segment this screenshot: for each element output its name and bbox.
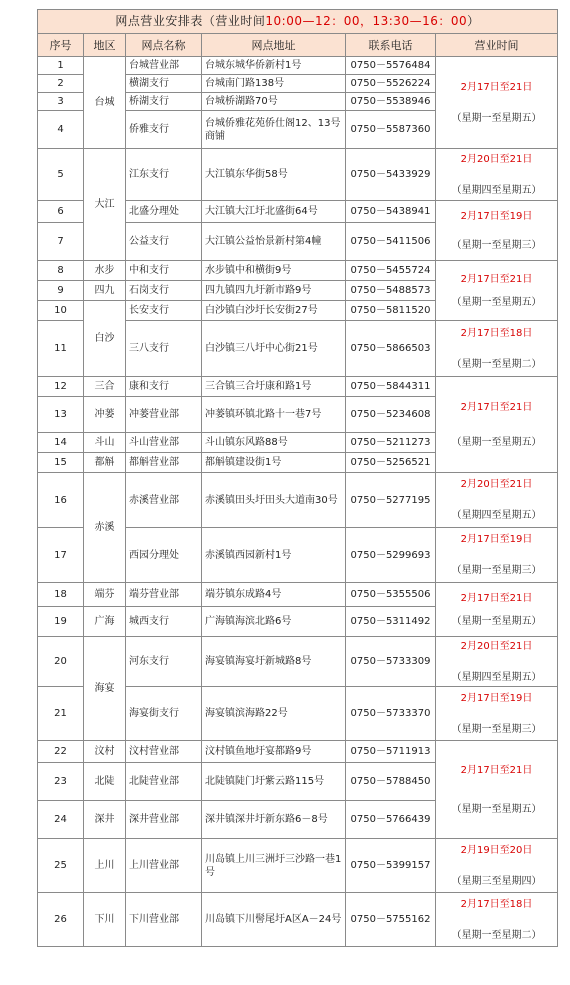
row-no: 18 bbox=[38, 583, 84, 607]
region-cell: 大江 bbox=[84, 149, 126, 261]
table-row bbox=[38, 637, 558, 687]
table-row bbox=[38, 741, 558, 763]
branch-phone: 0750－5355506 bbox=[346, 583, 436, 607]
header-hours: 营业时间 bbox=[436, 34, 558, 57]
hours-cell bbox=[436, 149, 558, 201]
row-no: 14 bbox=[38, 433, 84, 453]
row-no: 9 bbox=[38, 281, 84, 301]
hours-cell bbox=[436, 839, 558, 893]
hours-dates: 2月20日至21日 bbox=[460, 153, 533, 165]
hours-dates: 2月17日至21日 bbox=[460, 401, 533, 413]
branch-name: 城西支行 bbox=[126, 607, 202, 637]
branch-name: 上川营业部 bbox=[126, 839, 202, 893]
row-no: 21 bbox=[38, 687, 84, 741]
branch-address: 川岛镇下川髻尾圩A区A－24号 bbox=[202, 893, 346, 947]
table-row bbox=[38, 149, 558, 201]
branch-name: 中和支行 bbox=[126, 261, 202, 281]
branch-address: 白沙镇三八圩中心街21号 bbox=[202, 321, 346, 377]
branch-phone: 0750－5788450 bbox=[346, 763, 436, 801]
branch-name: 冲蒌营业部 bbox=[126, 397, 202, 433]
table-row bbox=[38, 473, 558, 528]
branch-phone: 0750－5211273 bbox=[346, 433, 436, 453]
region-cell: 白沙 bbox=[84, 301, 126, 377]
region-cell: 海宴 bbox=[84, 637, 126, 741]
branch-address: 水步镇中和横街9号 bbox=[202, 261, 346, 281]
hours-cell bbox=[436, 687, 558, 741]
hours-cell bbox=[436, 741, 558, 839]
branch-phone: 0750－5526224 bbox=[346, 75, 436, 93]
branch-name: 江东支行 bbox=[126, 149, 202, 201]
row-no: 25 bbox=[38, 839, 84, 893]
row-no: 10 bbox=[38, 301, 84, 321]
hours-dates: 2月17日至21日 bbox=[460, 764, 533, 776]
branch-address: 川岛镇上川三洲圩三沙路一巷1号 bbox=[202, 839, 346, 893]
region-cell: 下川 bbox=[84, 893, 126, 947]
branch-name: 斗山营业部 bbox=[126, 433, 202, 453]
branch-address: 赤溪镇田头圩田头大道南30号 bbox=[202, 473, 346, 528]
hours-cell bbox=[436, 261, 558, 321]
hours-weekdays: （星期一至星期五） bbox=[451, 803, 542, 815]
row-no: 3 bbox=[38, 93, 84, 111]
branch-address: 海宴镇海宴圩新城路8号 bbox=[202, 637, 346, 687]
row-no: 15 bbox=[38, 453, 84, 473]
region-cell: 上川 bbox=[84, 839, 126, 893]
branch-address: 台城东城华侨新村1号 bbox=[202, 57, 346, 75]
region-cell: 台城 bbox=[84, 57, 126, 149]
row-no: 24 bbox=[38, 801, 84, 839]
branch-phone: 0750－5299693 bbox=[346, 528, 436, 583]
row-no: 6 bbox=[38, 201, 84, 223]
table-title bbox=[38, 10, 558, 34]
row-no: 12 bbox=[38, 377, 84, 397]
row-no: 20 bbox=[38, 637, 84, 687]
schedule-sheet bbox=[37, 9, 557, 947]
header-no: 序号 bbox=[38, 34, 84, 57]
hours-dates: 2月17日至19日 bbox=[460, 692, 533, 704]
row-no: 26 bbox=[38, 893, 84, 947]
branch-phone: 0750－5733309 bbox=[346, 637, 436, 687]
hours-cell bbox=[436, 473, 558, 528]
branch-phone: 0750－5455724 bbox=[346, 261, 436, 281]
region-cell: 端芬 bbox=[84, 583, 126, 607]
table-row bbox=[38, 583, 558, 607]
hours-weekdays: （星期一至星期五） bbox=[451, 436, 542, 448]
branch-address: 汶村镇鱼地圩宴都路9号 bbox=[202, 741, 346, 763]
branch-address: 赤溪镇西园新村1号 bbox=[202, 528, 346, 583]
row-no: 1 bbox=[38, 57, 84, 75]
branch-phone: 0750－5488573 bbox=[346, 281, 436, 301]
branch-phone: 0750－5811520 bbox=[346, 301, 436, 321]
branch-name: 桥湖支行 bbox=[126, 93, 202, 111]
row-no: 23 bbox=[38, 763, 84, 801]
row-no: 2 bbox=[38, 75, 84, 93]
hours-weekdays: （星期四至星期五） bbox=[451, 510, 542, 521]
branch-name: 横湖支行 bbox=[126, 75, 202, 93]
branch-address: 冲蒌镇环镇北路十一巷7号 bbox=[202, 397, 346, 433]
branch-phone: 0750－5711913 bbox=[346, 741, 436, 763]
branch-phone: 0750－5866503 bbox=[346, 321, 436, 377]
branch-phone: 0750－5755162 bbox=[346, 893, 436, 947]
branch-name: 西园分理处 bbox=[126, 528, 202, 583]
branch-name: 河东支行 bbox=[126, 637, 202, 687]
table-row bbox=[38, 261, 558, 281]
table-row bbox=[38, 893, 558, 947]
branch-schedule-table bbox=[37, 9, 558, 947]
branch-name: 端芬营业部 bbox=[126, 583, 202, 607]
title-time: 10:00—12：00，13:30—16：00 bbox=[265, 14, 468, 28]
hours-weekdays: （星期一至星期五） bbox=[451, 615, 542, 627]
branch-name: 下川营业部 bbox=[126, 893, 202, 947]
row-no: 11 bbox=[38, 321, 84, 377]
row-no: 17 bbox=[38, 528, 84, 583]
hours-weekdays: （星期一至星期三） bbox=[451, 723, 542, 735]
branch-address: 北陡镇陡门圩紫云路115号 bbox=[202, 763, 346, 801]
region-cell: 广海 bbox=[84, 607, 126, 637]
hours-dates: 2月17日至19日 bbox=[460, 210, 533, 222]
hours-weekdays: （星期四至星期五） bbox=[451, 671, 542, 683]
row-no: 5 bbox=[38, 149, 84, 201]
branch-name: 康和支行 bbox=[126, 377, 202, 397]
branch-address: 台城侨雅花苑侨仕阁12、13号商铺 bbox=[202, 111, 346, 149]
branch-name: 侨雅支行 bbox=[126, 111, 202, 149]
branch-name: 公益支行 bbox=[126, 223, 202, 261]
region-cell: 赤溪 bbox=[84, 473, 126, 583]
row-no: 7 bbox=[38, 223, 84, 261]
hours-weekdays: （星期一至星期二） bbox=[451, 358, 542, 370]
branch-phone: 0750－5576484 bbox=[346, 57, 436, 75]
hours-dates: 2月20日至21日 bbox=[460, 640, 533, 652]
hours-dates: 2月20日至21日 bbox=[460, 479, 533, 490]
branch-address: 大江镇大江圩北盛街64号 bbox=[202, 201, 346, 223]
hours-dates: 2月17日至18日 bbox=[460, 327, 533, 339]
region-cell: 北陡 bbox=[84, 763, 126, 801]
branch-address: 台城南门路138号 bbox=[202, 75, 346, 93]
branch-address: 大江镇公益怡景新村第4幢 bbox=[202, 223, 346, 261]
hours-dates: 2月19日至20日 bbox=[460, 844, 533, 856]
table-row bbox=[38, 377, 558, 397]
region-cell: 冲蒌 bbox=[84, 397, 126, 433]
branch-name: 长安支行 bbox=[126, 301, 202, 321]
branch-name: 赤溪营业部 bbox=[126, 473, 202, 528]
header-row bbox=[38, 34, 558, 57]
hours-weekdays: （星期一至星期五） bbox=[451, 296, 542, 308]
table-row bbox=[38, 839, 558, 893]
hours-cell bbox=[436, 583, 558, 637]
region-cell: 都斛 bbox=[84, 453, 126, 473]
title-prefix: 网点营业安排表（营业时间 bbox=[115, 14, 266, 28]
row-no: 22 bbox=[38, 741, 84, 763]
hours-dates: 2月17日至18日 bbox=[460, 898, 533, 910]
hours-weekdays: （星期一至星期二） bbox=[451, 929, 542, 941]
branch-address: 三合镇三合圩康和路1号 bbox=[202, 377, 346, 397]
branch-name: 汶村营业部 bbox=[126, 741, 202, 763]
branch-address: 大江镇东华街58号 bbox=[202, 149, 346, 201]
region-cell: 深井 bbox=[84, 801, 126, 839]
branch-phone: 0750－5438941 bbox=[346, 201, 436, 223]
hours-weekdays: （星期一至星期三） bbox=[451, 565, 542, 576]
region-cell: 斗山 bbox=[84, 433, 126, 453]
hours-dates: 2月17日至21日 bbox=[460, 592, 533, 604]
branch-phone: 0750－5311492 bbox=[346, 607, 436, 637]
region-cell: 水步 bbox=[84, 261, 126, 281]
branch-phone: 0750－5733370 bbox=[346, 687, 436, 741]
row-no: 4 bbox=[38, 111, 84, 149]
region-cell: 三合 bbox=[84, 377, 126, 397]
branch-phone: 0750－5844311 bbox=[346, 377, 436, 397]
row-no: 16 bbox=[38, 473, 84, 528]
branch-name: 海宴街支行 bbox=[126, 687, 202, 741]
hours-cell bbox=[436, 321, 558, 377]
branch-address: 深井镇深井圩新东路6－8号 bbox=[202, 801, 346, 839]
hours-dates: 2月17日至21日 bbox=[460, 81, 533, 93]
hours-weekdays: （星期一至星期五） bbox=[451, 112, 542, 124]
row-no: 8 bbox=[38, 261, 84, 281]
hours-cell bbox=[436, 377, 558, 473]
branch-name: 台城营业部 bbox=[126, 57, 202, 75]
branch-name: 都斛营业部 bbox=[126, 453, 202, 473]
branch-phone: 0750－5766439 bbox=[346, 801, 436, 839]
title-suffix: ） bbox=[467, 14, 480, 28]
branch-name: 北盛分理处 bbox=[126, 201, 202, 223]
table-row bbox=[38, 57, 558, 75]
region-cell: 四九 bbox=[84, 281, 126, 301]
branch-address: 端芬镇东成路4号 bbox=[202, 583, 346, 607]
branch-phone: 0750－5256521 bbox=[346, 453, 436, 473]
hours-dates: 2月17日至21日 bbox=[460, 273, 533, 285]
hours-dates: 2月17日至19日 bbox=[460, 534, 533, 545]
header-address: 网点地址 bbox=[202, 34, 346, 57]
branch-name: 三八支行 bbox=[126, 321, 202, 377]
hours-cell bbox=[436, 637, 558, 687]
branch-address: 海宴镇滨海路22号 bbox=[202, 687, 346, 741]
branch-address: 白沙镇白沙圩长安街27号 bbox=[202, 301, 346, 321]
hours-cell bbox=[436, 57, 558, 149]
branch-address: 台城桥湖路70号 bbox=[202, 93, 346, 111]
hours-weekdays: （星期四至星期五） bbox=[451, 184, 542, 196]
row-no: 19 bbox=[38, 607, 84, 637]
hours-cell bbox=[436, 201, 558, 261]
branch-phone: 0750－5277195 bbox=[346, 473, 436, 528]
hours-weekdays: （星期一至星期三） bbox=[451, 239, 542, 251]
branch-address: 四九镇四九圩新市路9号 bbox=[202, 281, 346, 301]
region-cell: 汶村 bbox=[84, 741, 126, 763]
branch-phone: 0750－5587360 bbox=[346, 111, 436, 149]
header-region: 地区 bbox=[84, 34, 126, 57]
branch-address: 斗山镇东风路88号 bbox=[202, 433, 346, 453]
header-phone: 联系电话 bbox=[346, 34, 436, 57]
branch-address: 都斛镇建设街1号 bbox=[202, 453, 346, 473]
hours-cell bbox=[436, 893, 558, 947]
hours-weekdays: （星期三至星期四） bbox=[451, 875, 542, 887]
row-no: 13 bbox=[38, 397, 84, 433]
branch-name: 北陡营业部 bbox=[126, 763, 202, 801]
branch-phone: 0750－5433929 bbox=[346, 149, 436, 201]
branch-phone: 0750－5411506 bbox=[346, 223, 436, 261]
branch-name: 深井营业部 bbox=[126, 801, 202, 839]
hours-cell bbox=[436, 528, 558, 583]
branch-name: 石岗支行 bbox=[126, 281, 202, 301]
branch-phone: 0750－5234608 bbox=[346, 397, 436, 433]
branch-address: 广海镇海滨北路6号 bbox=[202, 607, 346, 637]
header-branch: 网点名称 bbox=[126, 34, 202, 57]
branch-phone: 0750－5538946 bbox=[346, 93, 436, 111]
branch-phone: 0750－5399157 bbox=[346, 839, 436, 893]
